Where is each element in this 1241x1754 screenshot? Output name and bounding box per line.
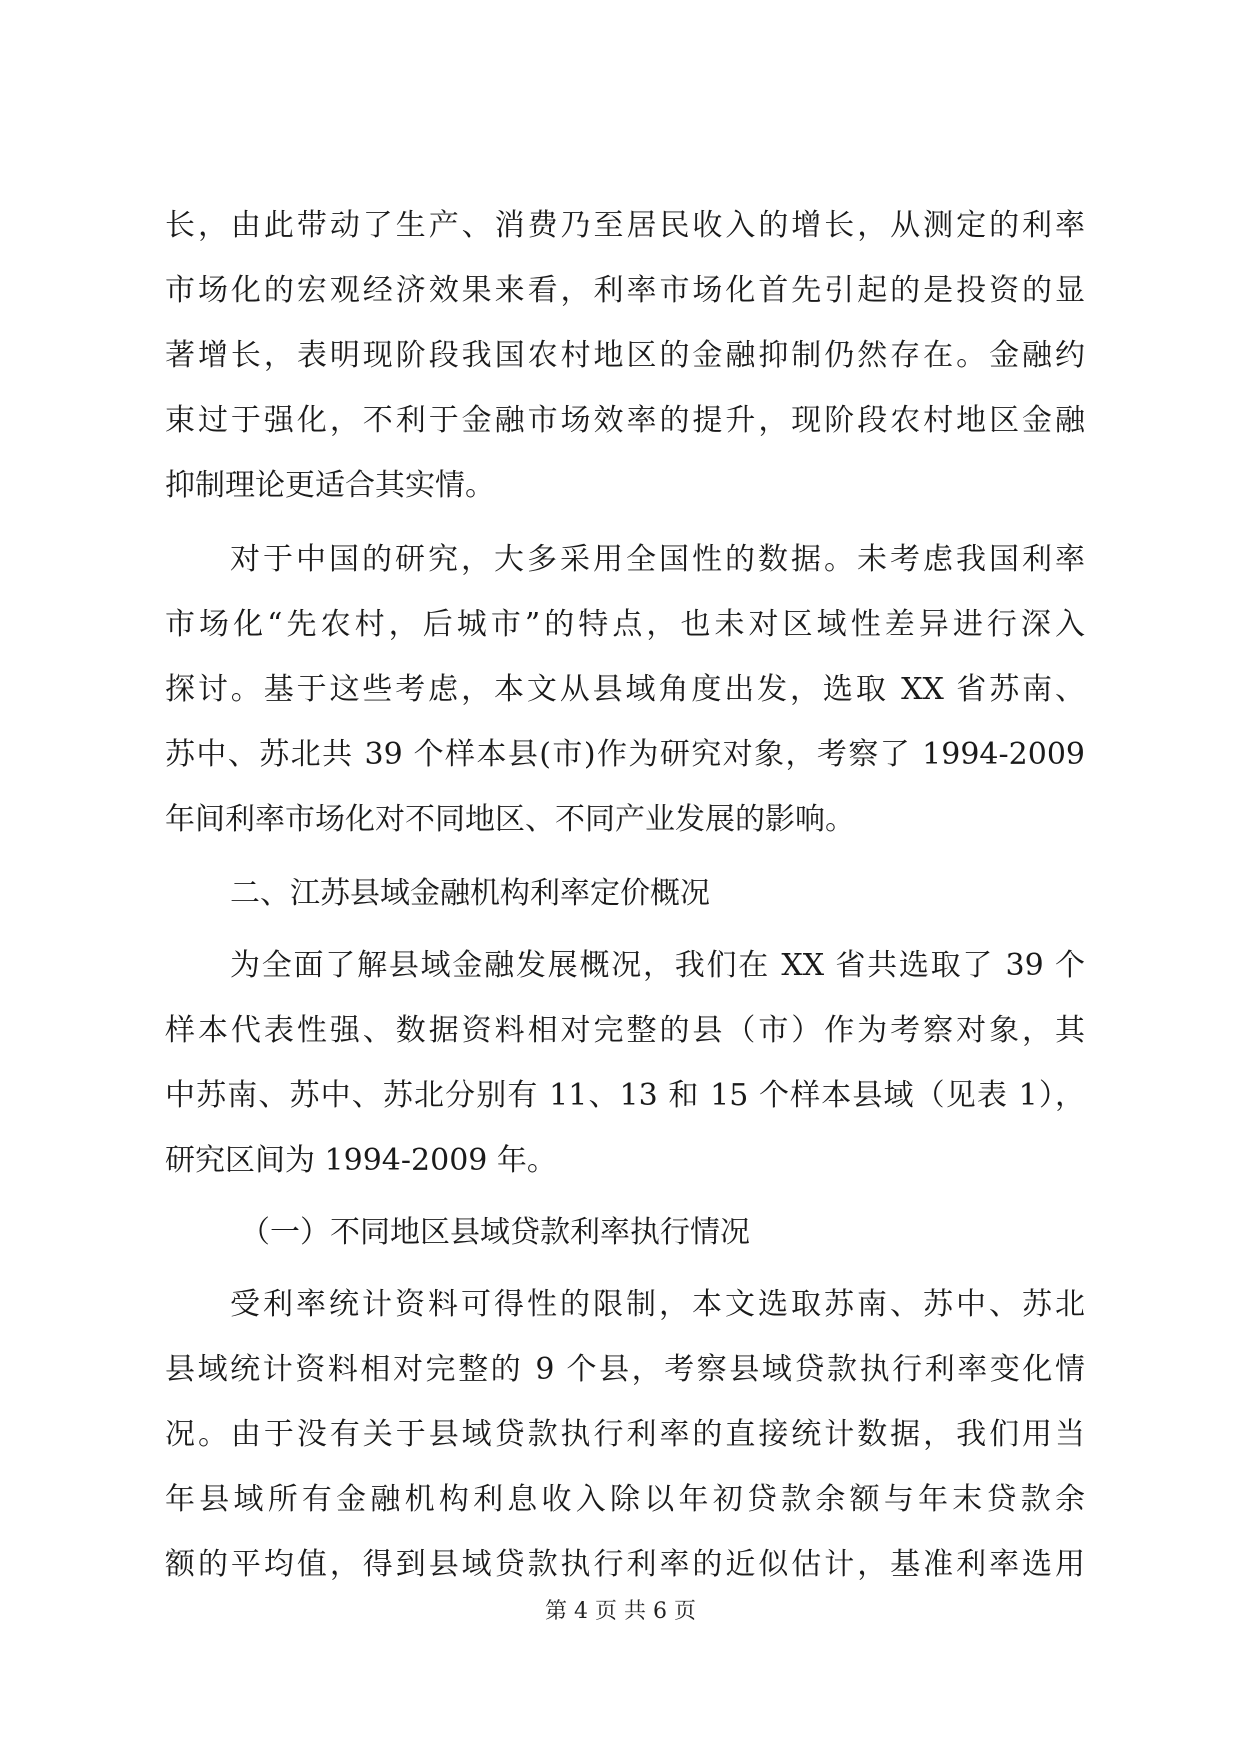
paragraph-line: 额的平均值，得到县域贷款执行利率的近似估计，基准利率选用 (165, 1547, 1085, 1582)
paragraph-line: 抑制理论更适合其实情。 (165, 468, 495, 503)
subsection-heading: （一）不同地区县域贷款利率执行情况 (240, 1215, 750, 1250)
paragraph-line: 著增长，表明现阶段我国农村地区的金融抑制仍然存在。金融约 (165, 338, 1085, 373)
paragraph-line: 况。由于没有关于县域贷款执行利率的直接统计数据，我们用当 (165, 1417, 1085, 1452)
paragraph-line: 中苏南、苏中、苏北分别有 11、13 和 15 个样本县域（见表 1）， (165, 1078, 1085, 1113)
paragraph-line: 县域统计资料相对完整的 9 个县，考察县域贷款执行利率变化情 (165, 1352, 1085, 1387)
paragraph-line: 研究区间为 1994-2009 年。 (165, 1143, 557, 1178)
paragraph-line: 探讨。基于这些考虑，本文从县域角度出发，选取 XX 省苏南、 (165, 672, 1085, 707)
page-footer: 第 4 页 共 6 页 (545, 1599, 696, 1624)
paragraph-line: 年间利率市场化对不同地区、不同产业发展的影响。 (165, 802, 855, 837)
paragraph-line: 市场化“先农村，后城市”的特点，也未对区域性差异进行深入 (165, 607, 1085, 642)
paragraph-line: 样本代表性强、数据资料相对完整的县（市）作为考察对象，其 (165, 1013, 1085, 1048)
paragraph-line: 长，由此带动了生产、消费乃至居民收入的增长，从测定的利率 (165, 208, 1085, 243)
paragraph-line: 为全面了解县域金融发展概况，我们在 XX 省共选取了 39 个 (230, 948, 1085, 983)
section-heading: 二、江苏县域金融机构利率定价概况 (230, 876, 710, 911)
paragraph-line: 苏中、苏北共 39 个样本县(市)作为研究对象，考察了 1994-2009 (165, 737, 1085, 772)
paragraph-line: 束过于强化，不利于金融市场效率的提升，现阶段农村地区金融 (165, 403, 1085, 438)
paragraph-line: 对于中国的研究，大多采用全国性的数据。未考虑我国利率 (230, 542, 1085, 577)
paragraph-line: 市场化的宏观经济效果来看，利率市场化首先引起的是投资的显 (165, 273, 1085, 308)
paragraph-line: 年县域所有金融机构利息收入除以年初贷款余额与年末贷款余 (165, 1482, 1085, 1517)
paragraph-line: 受利率统计资料可得性的限制，本文选取苏南、苏中、苏北 (230, 1287, 1085, 1322)
